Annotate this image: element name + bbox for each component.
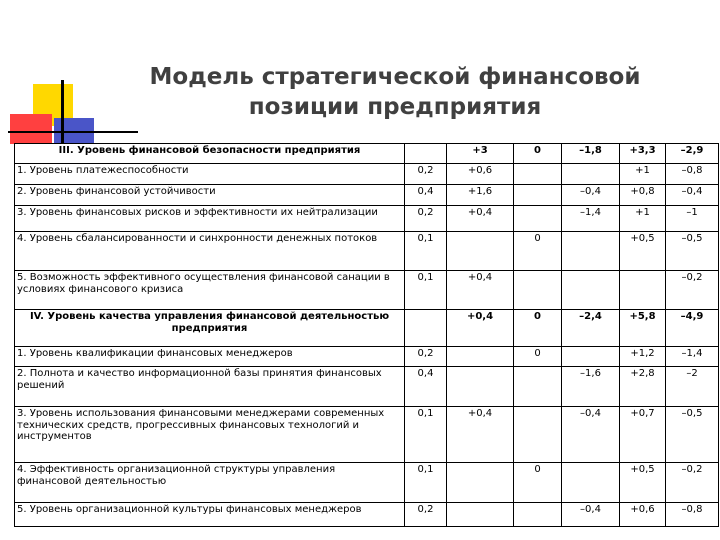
value-cell-1 [447,503,514,527]
weight-cell: 0,2 [405,347,447,367]
value-cell-5: –0,8 [666,503,719,527]
value-cell-5: –4,9 [666,310,719,347]
value-cell-4 [620,271,666,310]
value-cell-3: –0,4 [562,407,620,463]
section-header-row [15,310,719,347]
value-cell-4: +0,5 [620,463,666,503]
value-cell-5: –2,9 [666,144,719,164]
weight-cell: 0,2 [405,206,447,232]
value-cell-1 [447,367,514,407]
value-cell-2: 0 [514,310,562,347]
value-cell-4: +1 [620,164,666,185]
table-row [15,347,719,367]
row-label: 5. Уровень организационной культуры финансовых менеджеров [15,503,405,527]
weight-cell: 0,2 [405,503,447,527]
financial-model-table [14,143,719,527]
value-cell-1 [447,347,514,367]
table-row [15,185,719,206]
value-cell-5: –0,2 [666,463,719,503]
value-cell-2: 0 [514,232,562,271]
weight-cell: 0,1 [405,407,447,463]
value-cell-4: +5,8 [620,310,666,347]
value-cell-5: –0,8 [666,164,719,185]
table-row [15,164,719,185]
value-cell-2 [514,407,562,463]
table-row [15,271,719,310]
value-cell-5: –0,2 [666,271,719,310]
value-cell-3 [562,164,620,185]
value-cell-2 [514,367,562,407]
weight-cell [405,310,447,347]
row-label: 1. Уровень платежеспособности [15,164,405,185]
value-cell-4: +3,3 [620,144,666,164]
value-cell-1: +3 [447,144,514,164]
value-cell-3 [562,271,620,310]
weight-cell: 0,1 [405,463,447,503]
value-cell-2: 0 [514,463,562,503]
value-cell-4: +0,6 [620,503,666,527]
row-label: 5. Возможность эффективного осуществления финансовой санации в условиях финансового кризиса [15,271,405,310]
weight-cell [405,144,447,164]
weight-cell: 0,1 [405,232,447,271]
row-label: 3. Уровень использования финансовыми менеджерами современных технических средств, прогрессивных финансовых технологий и инструментов [15,407,405,463]
row-label: IV. Уровень качества управления финансовой деятельностью предприятия [15,310,405,347]
row-label: 4. Уровень сбалансированности и синхронности денежных потоков [15,232,405,271]
value-cell-3: –0,4 [562,185,620,206]
value-cell-2: 0 [514,347,562,367]
table-row [15,407,719,463]
value-cell-4: +0,7 [620,407,666,463]
weight-cell: 0,1 [405,271,447,310]
row-label: 2. Полнота и качество информационной базы принятия финансовых решений [15,367,405,407]
value-cell-3: –0,4 [562,503,620,527]
value-cell-4: +2,8 [620,367,666,407]
value-cell-5: –0,5 [666,232,719,271]
row-label: 1. Уровень квалификации финансовых менеджеров [15,347,405,367]
value-cell-1 [447,232,514,271]
value-cell-2 [514,164,562,185]
weight-cell: 0,2 [405,164,447,185]
value-cell-3: –1,4 [562,206,620,232]
weight-cell: 0,4 [405,185,447,206]
table-row [15,206,719,232]
value-cell-2 [514,271,562,310]
table-row [15,503,719,527]
section-header-row [15,144,719,164]
value-cell-3 [562,463,620,503]
value-cell-2 [514,185,562,206]
title-line-1: Модель стратегической финансовой [149,64,641,90]
value-cell-3 [562,347,620,367]
value-cell-1 [447,463,514,503]
value-cell-5: –1 [666,206,719,232]
value-cell-3: –1,8 [562,144,620,164]
table-row [15,367,719,407]
page-title [100,62,690,122]
value-cell-1: +0,4 [447,271,514,310]
decor-red-square [10,114,52,144]
value-cell-1: +1,6 [447,185,514,206]
row-label: 3. Уровень финансовых рисков и эффективности их нейтрализации [15,206,405,232]
value-cell-4: +1,2 [620,347,666,367]
value-cell-1: +0,4 [447,310,514,347]
value-cell-5: –0,5 [666,407,719,463]
value-cell-1: +0,6 [447,164,514,185]
weight-cell: 0,4 [405,367,447,407]
row-label: III. Уровень финансовой безопасности предприятия [15,144,405,164]
value-cell-4: +1 [620,206,666,232]
value-cell-2: 0 [514,144,562,164]
value-cell-5: –1,4 [666,347,719,367]
value-cell-3: –2,4 [562,310,620,347]
value-cell-3 [562,232,620,271]
value-cell-1: +0,4 [447,206,514,232]
table-row [15,232,719,271]
value-cell-2 [514,206,562,232]
value-cell-1: +0,4 [447,407,514,463]
table-row [15,463,719,503]
value-cell-2 [514,503,562,527]
value-cell-5: –0,4 [666,185,719,206]
value-cell-4: +0,8 [620,185,666,206]
value-cell-4: +0,5 [620,232,666,271]
decor-horizontal-line [8,131,138,133]
title-line-2: позиции предприятия [248,94,542,120]
row-label: 4. Эффективность организационной структуры управления финансовой деятельностью [15,463,405,503]
value-cell-3: –1,6 [562,367,620,407]
value-cell-5: –2 [666,367,719,407]
row-label: 2. Уровень финансовой устойчивости [15,185,405,206]
